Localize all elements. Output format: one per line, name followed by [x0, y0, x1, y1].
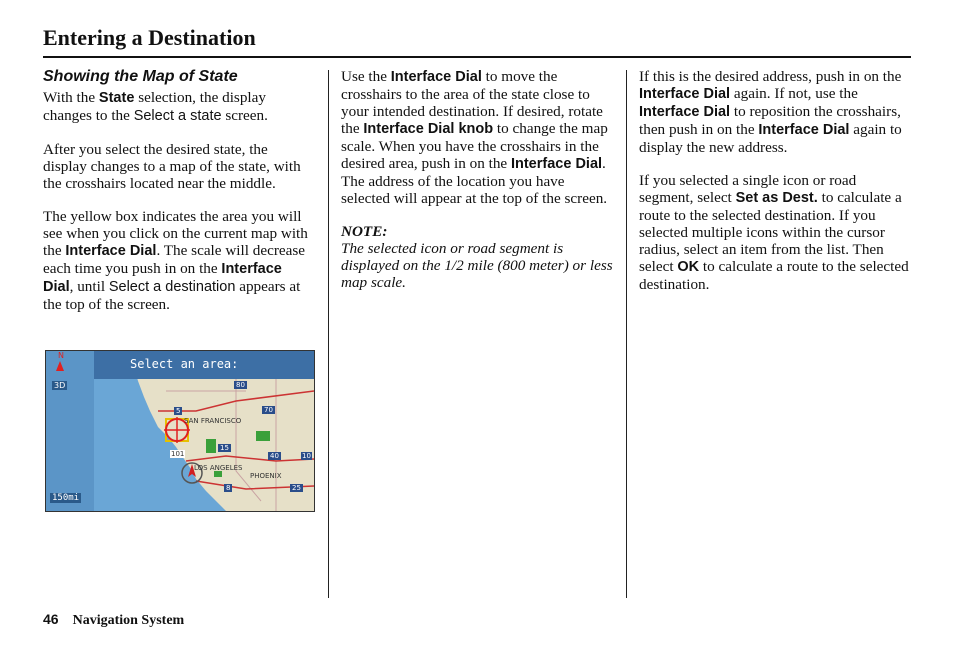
map-mode-badge: 3D	[54, 381, 66, 390]
route-shield: 25	[292, 484, 301, 492]
route-shield: 10	[302, 452, 311, 460]
footer-section: Navigation System	[72, 613, 185, 628]
city-label: SAN FRANCISCO	[184, 417, 242, 425]
ui-term: Interface Dial knob	[363, 121, 494, 137]
paragraph: The yellow box indicates the area you will see when you click on the current map with the Interface Dial. The scale will decrease each time you push in on the Interface Dial, until Select a destination appears at the top of the screen.	[43, 208, 308, 313]
section-subheading: Showing the Map of State	[43, 68, 238, 85]
map-scale-badge: 150mi	[52, 493, 80, 503]
paragraph: If this is the desired address, push in on the Interface Dial again. If not, use the Interface Dial to reposition the crosshairs, then push in on the Interface Dial again to display the new address.	[639, 68, 902, 156]
ui-term: Interface Dial	[639, 104, 731, 120]
paragraph: If you selected a single icon or road segment, select Set as Dest. to calculate a route to the selected destination. If you selected multiple icons within the cursor radius, select an item from the list. Then select OK to calculate a route to the selected destination.	[639, 172, 909, 293]
ui-term: State	[98, 90, 135, 106]
route-shield: 40	[270, 452, 279, 460]
ui-term: Select a state	[133, 108, 222, 124]
page-title: Entering a Destination	[43, 25, 256, 50]
route-shield: 80	[236, 381, 245, 389]
ui-term: Interface Dial	[758, 122, 850, 138]
ui-term: Interface Dial	[43, 261, 282, 295]
map-header-text: Select an area:	[130, 357, 239, 371]
column-3	[639, 68, 913, 309]
column-1	[43, 68, 315, 329]
city-label: PHOENIX	[250, 472, 282, 480]
ui-term: OK	[677, 259, 700, 275]
note-body: The selected icon or road segment is displayed on the 1/2 mile (800 meter) or less map scale.	[341, 240, 613, 291]
title-rule	[43, 56, 911, 58]
paragraph: Use the Interface Dial to move the crosshairs to the area of the state close to your intended destination. If desired, rotate the Interface Dial knob to change the map scale. When you have the crosshairs in the desired area, push in on the Interface Dial. The address of the location you have selected will appear at the top of the screen.	[341, 68, 608, 207]
note-heading: NOTE:	[341, 223, 388, 240]
route-shield: 5	[176, 407, 181, 415]
route-shield: 15	[220, 444, 229, 452]
ui-term: Interface Dial	[510, 156, 603, 172]
route-shield: 70	[264, 406, 273, 414]
column-divider	[328, 70, 329, 598]
paragraph: After you select the desired state, the display changes to a map of the state, with the crosshairs located near the middle.	[43, 141, 301, 192]
ui-term: Select a destination	[108, 279, 236, 295]
column-2	[341, 68, 613, 291]
page-footer	[43, 611, 184, 629]
ui-term: Interface Dial	[65, 243, 157, 259]
ui-term: Interface Dial	[639, 86, 731, 102]
ui-term: Interface Dial	[390, 69, 482, 85]
route-shield: 8	[226, 484, 231, 492]
column-divider	[626, 70, 627, 598]
city-label: LOS ANGELES	[194, 464, 243, 472]
map-side-panel	[46, 351, 94, 511]
paragraph: With the State selection, the display changes to the Select a state screen.	[43, 89, 268, 124]
ui-term: Set as Dest.	[735, 190, 818, 206]
page-number: 46	[43, 611, 59, 627]
state-map-screenshot	[45, 350, 315, 512]
route-shield: 101	[171, 450, 185, 458]
map-graphic	[46, 351, 314, 511]
north-label: N	[58, 351, 64, 360]
